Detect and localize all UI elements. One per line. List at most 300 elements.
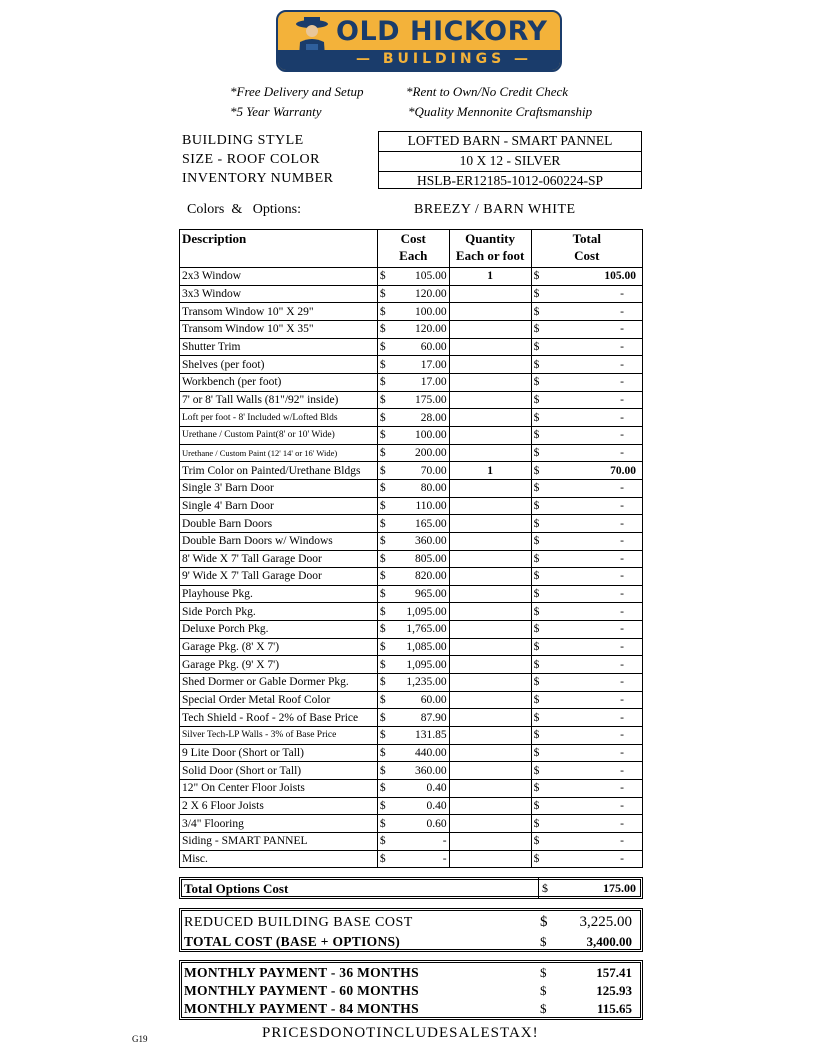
option-total-currency: $ [533,340,540,353]
option-total-value: - [620,340,624,353]
total-options-box [179,877,643,899]
option-description: Trim Color on Painted/Urethane Bldgs [180,462,378,480]
option-total-currency: $ [533,323,540,336]
option-total-currency: $ [533,270,540,283]
option-cost-value: 105.00 [415,270,447,283]
payment-60-label: MONTHLY PAYMENT - 60 MONTHS [184,983,419,998]
option-total [531,285,642,303]
sales-tax-notice: PRICESDONOTINCLUDESALESTAX! [262,1025,539,1041]
option-total [531,621,642,639]
option-cost-value: 110.00 [415,499,447,512]
option-total-value: - [620,641,624,654]
payment-36-value: 157.41 [596,965,632,980]
option-cost-currency: $ [379,800,386,813]
option-row [180,497,643,515]
option-cost-value: 131.85 [415,729,447,742]
option-total-value: - [620,429,624,442]
option-description: Single 4' Barn Door [180,497,378,515]
option-total-value: - [620,676,624,689]
option-total-value: - [620,552,624,565]
option-row [180,815,643,833]
option-description: Special Order Metal Roof Color [180,691,378,709]
option-cost [377,815,449,833]
option-total-value: - [620,658,624,671]
option-total-value: 105.00 [604,270,636,283]
option-cost-currency: $ [379,676,386,689]
option-cost [377,268,449,286]
option-total-value: - [620,817,624,830]
colors-options-label: Colors & Options: [187,202,301,217]
option-description: Side Porch Pkg. [180,603,378,621]
option-description: Deluxe Porch Pkg. [180,621,378,639]
option-total-value: - [620,376,624,389]
option-cost [377,709,449,727]
option-cost-value: 70.00 [420,464,447,477]
option-total [531,268,642,286]
option-cost [377,780,449,798]
option-total [531,674,642,692]
option-quantity [449,850,531,868]
option-cost [377,356,449,374]
option-cost [377,444,449,462]
option-total-value: - [620,747,624,760]
company-logo [276,10,562,72]
option-cost-currency: $ [379,482,386,495]
option-cost-value: 17.00 [420,358,447,371]
option-cost [377,479,449,497]
option-quantity [449,285,531,303]
option-total [531,797,642,815]
option-cost-value: - [442,852,447,865]
option-total-value: - [620,305,624,318]
option-description: Tech Shield - Roof - 2% of Base Price [180,709,378,727]
option-cost-currency: $ [379,393,386,406]
total-options-value: 175.00 [603,881,636,895]
colors-options-value: BREEZY / BARN WHITE [414,202,576,217]
option-total [531,426,642,444]
option-cost [377,603,449,621]
option-cost-currency: $ [379,270,386,283]
option-cost-value: 965.00 [415,588,447,601]
option-description: 12" On Center Floor Joists [180,780,378,798]
option-total [531,391,642,409]
option-cost [377,303,449,321]
option-row [180,462,643,480]
option-total-currency: $ [533,499,540,512]
option-total-currency: $ [533,835,540,848]
total-options-currency: $ [542,881,548,895]
option-description: Double Barn Doors [180,515,378,533]
option-row [180,515,643,533]
header-description: Description [180,230,378,268]
option-cost [377,532,449,550]
option-cost-value: 805.00 [415,552,447,565]
option-description: Garage Pkg. (9' X 7') [180,656,378,674]
option-total-currency: $ [533,800,540,813]
option-total-value: - [620,393,624,406]
option-total [531,709,642,727]
option-row [180,479,643,497]
option-row [180,373,643,391]
option-total [531,656,642,674]
option-description: Shutter Trim [180,338,378,356]
option-cost-currency: $ [379,747,386,760]
option-total-currency: $ [533,358,540,371]
option-quantity [449,674,531,692]
option-cost-value: 200.00 [415,446,447,459]
option-quantity [449,762,531,780]
option-total [531,815,642,833]
option-total-currency: $ [533,446,540,459]
option-total-currency: $ [533,711,540,724]
option-cost [377,727,449,745]
option-total [531,462,642,480]
option-total-value: - [620,588,624,601]
option-total-value: - [620,764,624,777]
option-cost-currency: $ [379,340,386,353]
option-total [531,762,642,780]
option-total-currency: $ [533,535,540,548]
option-cost [377,691,449,709]
option-cost-currency: $ [379,411,386,424]
option-cost-value: 120.00 [415,287,447,300]
option-cost [377,285,449,303]
option-total-currency: $ [533,411,540,424]
payment-60-value: 125.93 [596,983,632,998]
option-row [180,409,643,427]
option-quantity: 1 [449,268,531,286]
option-total-currency: $ [533,729,540,742]
option-total-value: - [620,570,624,583]
option-row [180,426,643,444]
option-quantity [449,532,531,550]
option-quantity [449,303,531,321]
payment-84-currency: $ [540,1001,547,1016]
option-cost-currency: $ [379,570,386,583]
option-cost-currency: $ [379,694,386,707]
option-cost-value: 440.00 [415,747,447,760]
option-cost [377,497,449,515]
option-quantity [449,744,531,762]
option-description: Siding - SMART PANNEL [180,833,378,851]
payment-36-label: MONTHLY PAYMENT - 36 MONTHS [184,965,419,980]
option-description: Garage Pkg. (8' X 7') [180,638,378,656]
option-quantity [449,691,531,709]
option-quantity [449,780,531,798]
option-row [180,780,643,798]
total-options-label: Total Options Cost [184,881,289,896]
option-total [531,515,642,533]
option-quantity [449,621,531,639]
label-building-style: BUILDING STYLE [182,133,304,148]
option-total [531,727,642,745]
option-total-value: - [620,446,624,459]
option-cost-currency: $ [379,658,386,671]
option-cost-currency: $ [379,499,386,512]
option-cost-value: 80.00 [420,482,447,495]
page-code: G19 [132,1034,148,1044]
option-cost-currency: $ [379,817,386,830]
option-total-currency: $ [533,464,540,477]
option-description: 2x3 Window [180,268,378,286]
option-total-currency: $ [533,605,540,618]
option-total-value: - [620,711,624,724]
size-roof-color-value: 10 X 12 - SILVER [379,152,641,172]
option-cost [377,426,449,444]
option-cost-value: 360.00 [415,764,447,777]
option-quantity [449,727,531,745]
option-cost [377,744,449,762]
option-quantity [449,444,531,462]
option-cost-currency: $ [379,517,386,530]
option-cost-value: 1,095.00 [406,605,447,618]
option-description: Single 3' Barn Door [180,479,378,497]
inventory-number-value: HSLB-ER12185-1012-060224-SP [416,173,603,188]
option-quantity [449,709,531,727]
option-total-currency: $ [533,676,540,689]
option-description: Silver Tech-LP Walls - 3% of Base Price [180,727,378,745]
option-cost-currency: $ [379,552,386,565]
option-row [180,656,643,674]
payment-84-label: MONTHLY PAYMENT - 84 MONTHS [184,1001,419,1016]
option-total-currency: $ [533,623,540,636]
option-quantity [449,638,531,656]
option-total-value: - [620,287,624,300]
header-cost-each: Cost Each [377,230,449,268]
option-row [180,303,643,321]
option-quantity [449,603,531,621]
options-table-header [180,230,643,268]
option-row [180,850,643,868]
option-quantity [449,656,531,674]
option-cost-currency: $ [379,429,386,442]
option-total-value: - [620,800,624,813]
option-cost [377,320,449,338]
option-total-value: - [620,852,624,865]
label-inventory-number: INVENTORY NUMBER [182,171,334,186]
option-total-currency: $ [533,287,540,300]
option-row [180,709,643,727]
option-total-currency: $ [533,376,540,389]
option-quantity [449,373,531,391]
payment-84-value: 115.65 [596,1001,632,1016]
option-description: Misc. [180,850,378,868]
option-cost-currency: $ [379,852,386,865]
option-row [180,532,643,550]
option-cost-currency: $ [379,376,386,389]
option-row [180,391,643,409]
option-total [531,532,642,550]
option-cost-value: 17.00 [420,376,447,389]
option-total [531,356,642,374]
option-row [180,744,643,762]
option-cost-currency: $ [379,711,386,724]
option-quantity [449,338,531,356]
option-row [180,691,643,709]
option-cost [377,833,449,851]
option-quantity [449,409,531,427]
option-cost [377,797,449,815]
option-cost-value: 120.00 [415,323,447,336]
option-cost [377,850,449,868]
option-cost [377,762,449,780]
option-cost-currency: $ [379,641,386,654]
option-cost-value: 360.00 [415,535,447,548]
option-total-currency: $ [533,852,540,865]
option-quantity [449,833,531,851]
option-total-value: - [620,623,624,636]
option-row [180,603,643,621]
option-cost-value: 165.00 [415,517,447,530]
option-total-currency: $ [533,305,540,318]
option-cost-currency: $ [379,535,386,548]
option-cost-value: 28.00 [420,411,447,424]
option-cost-currency: $ [379,764,386,777]
option-cost [377,674,449,692]
option-total-value: - [620,605,624,618]
option-cost-value: 0.40 [426,800,447,813]
option-row [180,444,643,462]
option-total [531,638,642,656]
option-total [531,409,642,427]
option-total-value: - [620,323,624,336]
option-cost [377,373,449,391]
option-total-value: - [620,782,624,795]
option-description: 9 Lite Door (Short or Tall) [180,744,378,762]
option-row [180,550,643,568]
option-total [531,373,642,391]
option-quantity: 1 [449,462,531,480]
option-total-currency: $ [533,782,540,795]
option-cost-currency: $ [379,464,386,477]
option-cost-currency: $ [379,835,386,848]
option-cost-value: - [442,835,447,848]
option-total-currency: $ [533,817,540,830]
option-cost [377,391,449,409]
base-cost-currency: $ [540,914,548,930]
total-options-divider [538,877,539,899]
option-total-currency: $ [533,393,540,406]
option-description: Loft per foot - 8' Included w/Lofted Blds [180,409,378,427]
option-cost [377,638,449,656]
option-cost-value: 0.60 [426,817,447,830]
option-total-value: - [620,835,624,848]
total-cost-currency: $ [540,934,547,949]
option-cost-value: 820.00 [415,570,447,583]
base-cost-label: REDUCED BUILDING BASE COST [184,915,413,930]
option-cost-currency: $ [379,729,386,742]
option-cost-value: 1,765.00 [406,623,447,636]
option-quantity [449,320,531,338]
payment-36-currency: $ [540,965,547,980]
base-cost-value: 3,225.00 [579,914,632,930]
option-total [531,497,642,515]
option-cost [377,515,449,533]
logo-subtitle: — BUILDINGS — [356,51,533,67]
option-quantity [449,797,531,815]
option-cost-currency: $ [379,605,386,618]
option-quantity [449,391,531,409]
option-row [180,568,643,586]
option-quantity [449,497,531,515]
option-total-currency: $ [533,588,540,601]
label-size-roof-color: SIZE - ROOF COLOR [182,152,321,167]
cost-summary-box [179,908,643,952]
option-total [531,444,642,462]
option-cost-value: 1,095.00 [406,658,447,671]
option-total [531,550,642,568]
option-row [180,320,643,338]
option-row [180,585,643,603]
option-total [531,603,642,621]
option-quantity [449,515,531,533]
option-description: 7' or 8' Tall Walls (81"/92" inside) [180,391,378,409]
logo-title: OLD HICKORY [336,16,548,47]
option-cost [377,585,449,603]
option-cost-currency: $ [379,323,386,336]
option-description: Workbench (per foot) [180,373,378,391]
option-total [531,691,642,709]
option-total [531,850,642,868]
option-quantity [449,426,531,444]
feature-delivery: *Free Delivery and Setup [230,84,364,99]
option-quantity [449,568,531,586]
option-cost-value: 175.00 [415,393,447,406]
option-row [180,338,643,356]
option-cost-currency: $ [379,782,386,795]
option-total-currency: $ [533,658,540,671]
option-quantity [449,585,531,603]
option-total-currency: $ [533,570,540,583]
payment-60-currency: $ [540,983,547,998]
option-cost [377,568,449,586]
option-total-currency: $ [533,641,540,654]
building-info-box [378,131,642,189]
option-cost [377,656,449,674]
option-total-value: - [620,482,624,495]
option-cost-value: 60.00 [420,340,447,353]
options-table [179,229,643,868]
option-row [180,727,643,745]
option-description: 8' Wide X 7' Tall Garage Door [180,550,378,568]
option-description: Shed Dormer or Gable Dormer Pkg. [180,674,378,692]
option-description: 9' Wide X 7' Tall Garage Door [180,568,378,586]
feature-quality: *Quality Mennonite Craftsmanship [408,104,593,119]
option-row [180,621,643,639]
option-total-currency: $ [533,694,540,707]
option-total-value: - [620,729,624,742]
option-quantity [449,550,531,568]
option-total [531,585,642,603]
option-total-currency: $ [533,482,540,495]
option-cost [377,338,449,356]
option-cost-value: 87.90 [420,711,447,724]
feature-rent: *Rent to Own/No Credit Check [406,84,568,99]
option-total [531,780,642,798]
option-quantity [449,479,531,497]
option-total-value: 70.00 [610,464,636,477]
option-total-value: - [620,499,624,512]
option-cost-value: 60.00 [420,694,447,707]
option-description: Double Barn Doors w/ Windows [180,532,378,550]
total-cost-value: 3,400.00 [586,934,632,949]
option-cost-currency: $ [379,358,386,371]
option-cost-currency: $ [379,623,386,636]
option-total-currency: $ [533,764,540,777]
option-total [531,744,642,762]
option-row [180,268,643,286]
option-description: Urethane / Custom Paint(8' or 10' Wide) [180,426,378,444]
